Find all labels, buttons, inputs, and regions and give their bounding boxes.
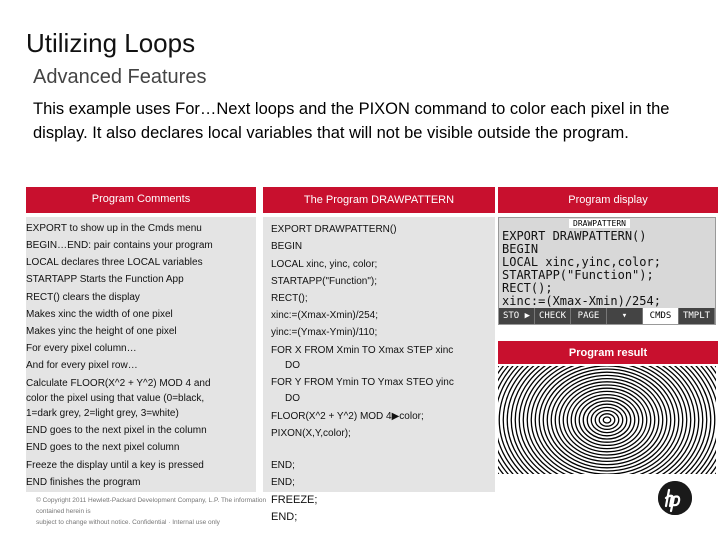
comment-line: For every pixel column… [26,343,137,354]
menu-key-tmplt[interactable]: TMPLT [679,308,715,324]
menu-key-page[interactable]: PAGE [571,308,607,324]
calculator-line: xinc:=(Xmax-Xmin)/254; [502,294,661,308]
code-line: BEGIN [271,241,303,252]
calculator-line: BEGIN [502,242,539,256]
calculator-line: STARTAPP("Function"); [502,268,654,282]
code-line: xinc:=(Xmax-Xmin)/254; [271,310,378,321]
calculator-line: RECT(); [502,281,553,295]
comment-line: END goes to the next pixel in the column [26,425,207,436]
copyright-footer [36,495,286,528]
menu-key-sto[interactable]: STO ▶ [499,308,535,324]
comment-line: color the pixel using that value (0=black, [26,393,205,404]
calculator-line: LOCAL xinc,yinc,color; [502,255,661,269]
display-header: Program display [498,187,718,213]
comment-line: Makes yinc the height of one pixel [26,326,177,337]
program-result-pattern [498,366,716,474]
code-line: FOR X FROM Xmin TO Xmax STEP xinc [271,345,454,356]
comment-line: Freeze the display until a key is pressed [26,460,204,471]
hp-logo-mark [658,481,692,515]
footer-line-2: subject to change without notice. Confidential · Internal use only [36,519,220,526]
code-line: LOCAL xinc, yinc, color; [271,259,378,270]
result-header: Program result [498,341,718,364]
code-line-freeze: FREEZE; [271,494,318,506]
code-line: FOR Y FROM Ymin TO Ymax STEO yinc [271,377,454,388]
comment-line: Calculate FLOOR(X^2 + Y^2) MOD 4 and [26,378,211,389]
comment-line: 1=dark grey, 2=light grey, 3=white) [26,408,179,419]
program-panel [263,217,495,492]
comment-line: EXPORT to show up in the Cmds menu [26,223,202,234]
concentric-pattern [498,366,716,474]
menu-key-more[interactable]: ▾ [607,308,643,324]
comment-line: END goes to the next pixel column [26,442,180,453]
comment-line: And for every pixel row… [26,360,138,371]
code-line: DO [285,393,300,404]
comments-panel [26,217,256,492]
comment-line: BEGIN…END: pair contains your program [26,240,213,251]
code-line: END; [271,460,295,471]
comment-line: END finishes the program [26,477,141,488]
code-line: FLOOR(X^2 + Y^2) MOD 4▶color; [271,411,424,422]
code-line: RECT(); [271,293,308,304]
calculator-menu [499,308,715,324]
program-header: The Program DRAWPATTERN [263,187,495,213]
hp-logo-icon [658,481,692,515]
calculator-line: EXPORT DRAWPATTERN() [502,229,647,243]
comment-line: Makes xinc the width of one pixel [26,309,173,320]
code-line: PIXON(X,Y,color); [271,428,351,439]
menu-key-check[interactable]: CHECK [535,308,571,324]
calculator-display [498,217,716,325]
code-line: EXPORT DRAWPATTERN() [271,224,397,235]
calculator-title: DRAWPATTERN [569,219,630,228]
code-line: END; [271,477,295,488]
page-title: Utilizing Loops [26,28,196,58]
code-line: DO [285,360,300,371]
comments-header: Program Comments [26,187,256,213]
comment-line: STARTAPP Starts the Function App [26,274,184,285]
intro-text: This example uses For…Next loops and the PIXON command to color each pixel in the display. It also declares local variables that will not be visible outside the program. [33,100,670,142]
code-line-end: END; [271,511,298,523]
code-line: yinc:=(Ymax-Ymin)/110; [271,327,378,338]
footer-line-1: © Copyright 2011 Hewlett-Packard Development Company, L.P. The information contained herein is [36,497,267,515]
comment-line: LOCAL declares three LOCAL variables [26,257,203,268]
page-subtitle: Advanced Features [33,66,207,88]
comment-line: RECT() clears the display [26,292,140,303]
code-line: STARTAPP("Function"); [271,276,378,287]
menu-key-cmds[interactable]: CMDS [643,308,679,324]
